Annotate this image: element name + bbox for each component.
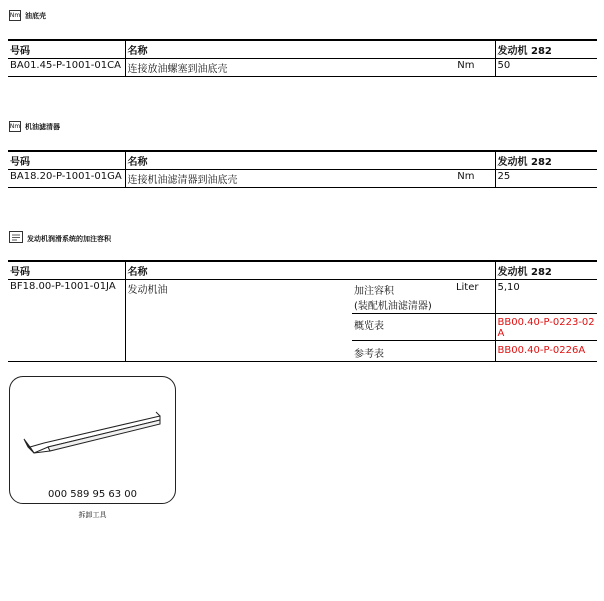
reference-label: 参考表	[352, 341, 495, 362]
torque-table-oil-filter	[8, 150, 597, 188]
header-engine: 发动机 282	[495, 261, 597, 280]
row-unit: Nm	[457, 60, 475, 71]
row-name-cell	[125, 170, 495, 188]
capacity-label-cell	[352, 280, 495, 314]
overview-link[interactable]	[495, 314, 597, 341]
row-name: 连接放油螺塞到油底壳	[127, 64, 228, 75]
table-header-row	[8, 151, 597, 170]
header-engine: 发动机 282	[495, 151, 597, 170]
capacity-label-note: (装配机油滤清器)	[354, 301, 432, 312]
row-code: BA18.20-P-1001-01GA	[8, 170, 125, 188]
torque-nm-icon: Nm	[9, 10, 21, 21]
header-engine: 发动机 282	[495, 40, 597, 59]
tool-part-number: 000 589 95 63 00	[47, 489, 138, 500]
section-title: 发动机润滑系统的加注容积	[27, 234, 111, 243]
torque-nm-icon: Nm	[9, 121, 21, 132]
header-name: 名称	[125, 40, 495, 59]
capacity-table	[8, 260, 597, 362]
capacity-value: 5,10	[495, 280, 597, 314]
row-unit: Nm	[457, 171, 475, 182]
table-row	[8, 170, 597, 188]
section-header-oil-pan	[9, 10, 46, 21]
header-name: 名称	[125, 151, 495, 170]
row-name: 连接机油滤清器到油底壳	[127, 175, 238, 186]
row-value: 50	[495, 59, 597, 77]
capacity-label: 加注容积	[354, 286, 394, 297]
reference-link[interactable]: BB00.40-P-0226A	[495, 341, 597, 362]
row-value: 25	[495, 170, 597, 188]
table-header-row	[8, 40, 597, 59]
tool-caption: 拆卸工具	[78, 511, 107, 519]
removal-tool-drawing	[10, 377, 175, 487]
overview-label: 概览表	[352, 314, 495, 341]
header-name: 名称	[125, 261, 495, 280]
header-code: 号码	[8, 40, 125, 59]
row-code: BF18.00-P-1001-01JA	[8, 280, 125, 362]
table-header-row	[8, 261, 597, 280]
section-title: 机油滤清器	[25, 122, 60, 131]
overview-link-line2: A	[497, 328, 505, 339]
section-header-capacity	[9, 231, 111, 246]
table-row	[8, 280, 597, 314]
tool-illustration	[9, 376, 176, 504]
section-title: 油底壳	[25, 11, 46, 20]
section-header-oil-filter	[9, 121, 60, 132]
capacity-unit: Liter	[455, 282, 479, 293]
row-name: 发动机油	[125, 280, 352, 362]
torque-table-oil-pan	[8, 39, 597, 77]
overview-link-line1: BB00.40-P-0223-02	[497, 317, 595, 328]
row-name-cell	[125, 59, 495, 77]
row-code: BA01.45-P-1001-01CA	[8, 59, 125, 77]
table-row	[8, 59, 597, 77]
header-code: 号码	[8, 261, 125, 280]
capacity-icon	[9, 231, 23, 246]
header-code: 号码	[8, 151, 125, 170]
